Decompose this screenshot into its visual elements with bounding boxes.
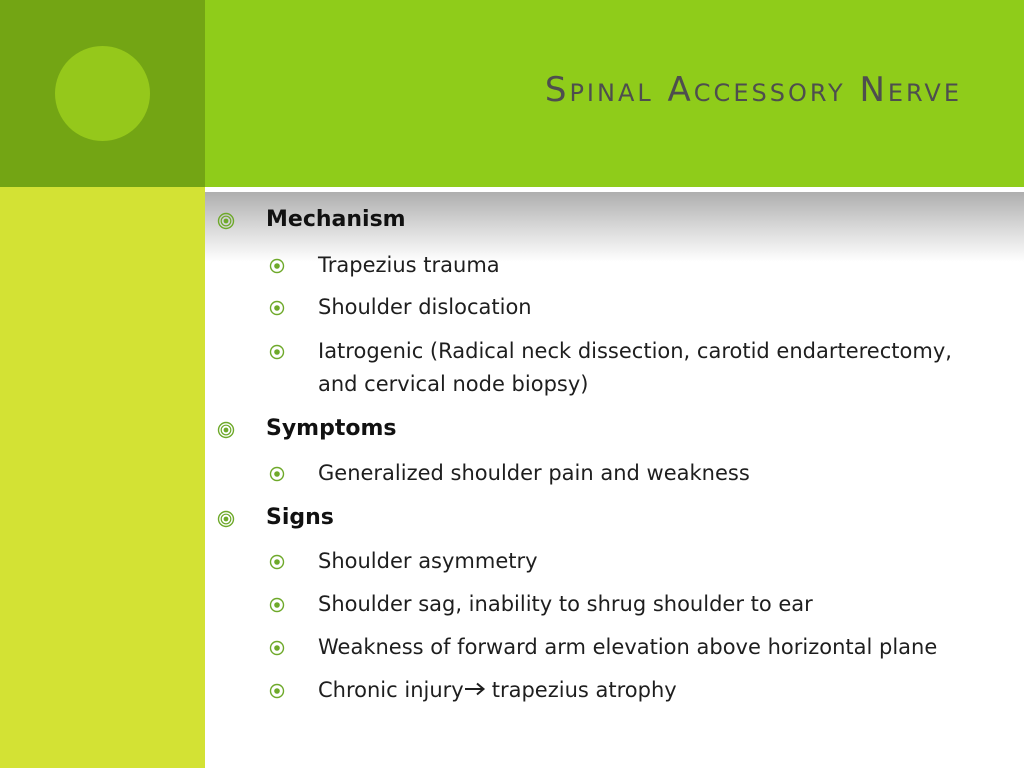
list-item: Shoulder sag, inability to shrug shoulder to ear [318, 592, 813, 616]
level2-bullet-icon [269, 554, 285, 570]
section-heading-symptoms: Symptoms [266, 416, 397, 441]
level2-bullet-icon [269, 344, 285, 360]
list-item: Iatrogenic (Radical neck dissection, carotid endarterectomy, [318, 339, 952, 363]
level1-bullet-icon [217, 212, 235, 230]
level1-bullet-icon [217, 421, 235, 439]
list-item: Trapezius trauma [318, 253, 500, 277]
level2-bullet-icon [269, 466, 285, 482]
list-item-text: trapezius atrophy [491, 678, 677, 702]
list-item-continuation: and cervical node biopsy) [318, 372, 589, 396]
list-item-text: Chronic injury [318, 678, 464, 702]
list-item: Generalized shoulder pain and weakness [318, 461, 750, 485]
list-item: Weakness of forward arm elevation above horizontal plane [318, 635, 938, 659]
list-item [318, 678, 677, 702]
section-heading-signs: Signs [266, 505, 334, 530]
level1-bullet-icon [217, 510, 235, 528]
level2-bullet-icon [269, 300, 285, 316]
list-item: Shoulder asymmetry [318, 549, 538, 573]
slide-title: Spinal Accessory Nerve [544, 70, 962, 110]
section-heading-mechanism: Mechanism [266, 207, 406, 232]
level2-bullet-icon [269, 640, 285, 656]
level2-bullet-icon [269, 683, 285, 699]
arrow-right-icon [464, 682, 486, 696]
list-item: Shoulder dislocation [318, 295, 532, 319]
level2-bullet-icon [269, 258, 285, 274]
level2-bullet-icon [269, 597, 285, 613]
